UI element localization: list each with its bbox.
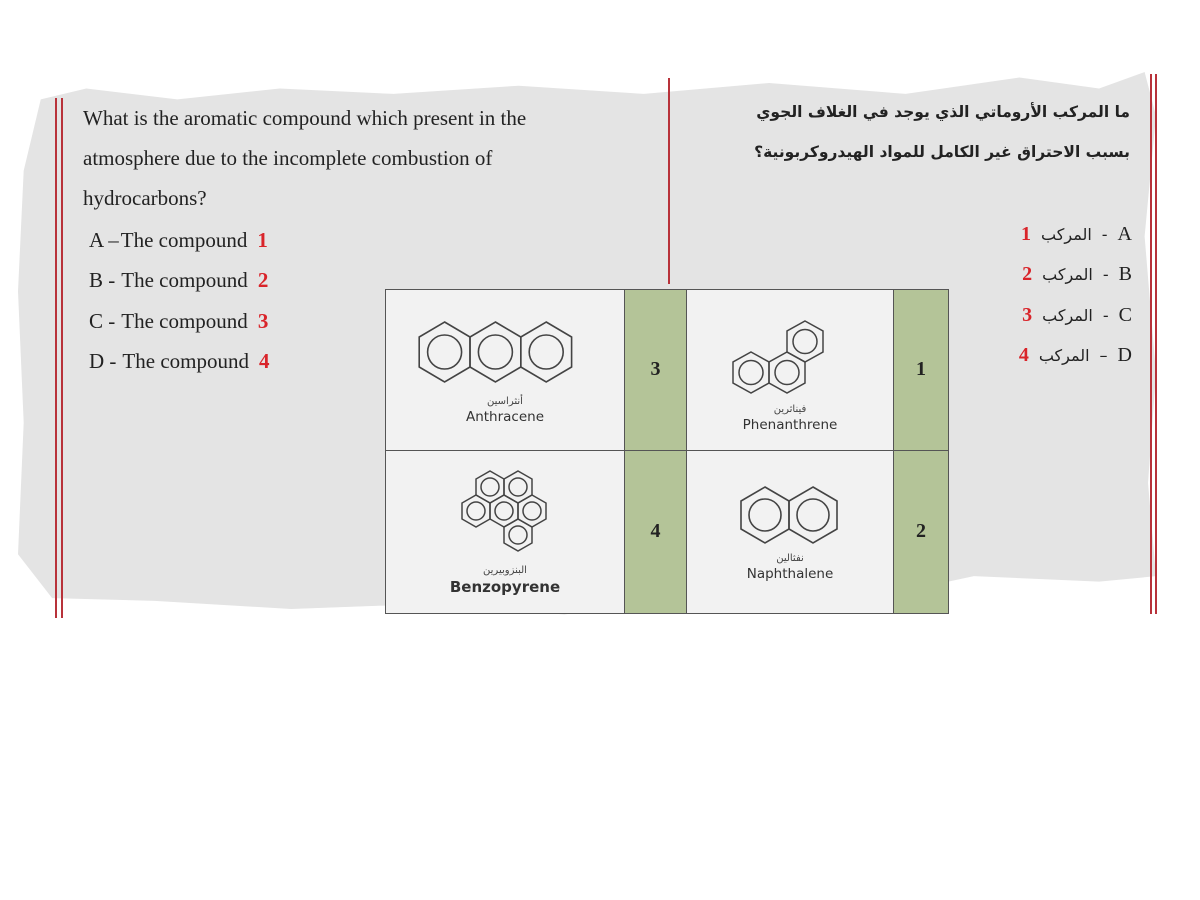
option-number: 4 bbox=[258, 349, 270, 374]
anthracene-structure-icon bbox=[410, 314, 600, 394]
arabic-question bbox=[710, 92, 1130, 172]
arabic-option-d[interactable] bbox=[1019, 336, 1132, 377]
option-dash: – bbox=[1099, 346, 1108, 366]
option-number: 3 bbox=[1022, 303, 1033, 326]
compound-cell-phenanthrene bbox=[687, 290, 894, 451]
english-option-c[interactable] bbox=[89, 301, 269, 342]
option-letter: A – bbox=[89, 227, 119, 252]
option-dash: - bbox=[1102, 305, 1109, 325]
compound-cell-benzopyrene bbox=[386, 450, 625, 613]
arabic-option-c[interactable] bbox=[1019, 295, 1132, 336]
option-text: The compound bbox=[121, 268, 248, 293]
compound-english-name: Naphthalene bbox=[746, 566, 834, 583]
naphthalene-structure-icon bbox=[730, 481, 850, 551]
english-question-line: hydrocarbons? bbox=[83, 186, 207, 210]
option-dash: - bbox=[1101, 224, 1108, 244]
option-letter: B - bbox=[89, 268, 116, 293]
option-number: 2 bbox=[257, 268, 269, 293]
compound-number-cell: 1 bbox=[894, 290, 949, 451]
arabic-option-b[interactable] bbox=[1019, 255, 1132, 296]
option-letter: D bbox=[1117, 344, 1132, 367]
option-text: المركب bbox=[1042, 265, 1093, 285]
benzopyrene-structure-icon bbox=[445, 468, 565, 563]
center-divider-rule bbox=[668, 78, 670, 284]
compound-english-name: Benzopyrene bbox=[449, 577, 561, 596]
english-question-line: What is the aromatic compound which present in the bbox=[83, 106, 527, 130]
compound-number-cell: 2 bbox=[894, 450, 949, 613]
option-text: The compound bbox=[122, 349, 249, 374]
option-number: 3 bbox=[257, 308, 269, 333]
option-number: 1 bbox=[1021, 222, 1032, 245]
english-question bbox=[83, 98, 643, 218]
compound-english-name: Anthracene bbox=[465, 409, 545, 426]
option-text: The compound bbox=[120, 227, 248, 252]
option-number: 1 bbox=[257, 227, 268, 252]
english-option-d[interactable] bbox=[89, 342, 269, 383]
arabic-option-a[interactable] bbox=[1019, 214, 1132, 255]
compound-arabic-name: البنزوبيرين bbox=[483, 564, 527, 576]
left-margin-rule-inner bbox=[61, 98, 63, 618]
compound-number-cell: 3 bbox=[625, 290, 687, 451]
right-margin-rule bbox=[1150, 74, 1152, 614]
english-question-line: atmosphere due to the incomplete combustion of bbox=[83, 146, 493, 170]
english-options bbox=[89, 220, 269, 382]
right-margin-rule-inner bbox=[1155, 74, 1157, 614]
table-row bbox=[386, 450, 949, 613]
compounds-table bbox=[385, 289, 949, 614]
english-option-b[interactable] bbox=[89, 261, 269, 302]
compound-cell-anthracene bbox=[386, 290, 625, 451]
option-text: المركب bbox=[1041, 224, 1092, 244]
compound-number-cell: 4 bbox=[625, 450, 687, 613]
compound-cell-naphthalene bbox=[687, 450, 894, 613]
option-dash: - bbox=[1102, 265, 1109, 285]
option-number: 4 bbox=[1018, 344, 1029, 367]
compound-arabic-name: أنثراسين bbox=[487, 396, 523, 408]
left-margin-rule bbox=[55, 98, 57, 618]
compound-arabic-name: نفثالين bbox=[776, 553, 804, 565]
arabic-options bbox=[1019, 214, 1132, 376]
option-letter: C bbox=[1118, 303, 1132, 326]
option-letter: C - bbox=[89, 308, 116, 333]
english-option-a[interactable] bbox=[89, 220, 269, 261]
option-text: The compound bbox=[121, 308, 248, 333]
compound-english-name: Phenanthrene bbox=[742, 416, 838, 433]
option-letter: D - bbox=[89, 349, 117, 374]
arabic-question-line: ما المركب الأروماتي الذي يوجد في الغلاف الجوي bbox=[756, 103, 1130, 121]
option-text: المركب bbox=[1038, 346, 1090, 366]
table-row bbox=[386, 290, 949, 451]
compound-arabic-name: فيناثرين bbox=[773, 403, 807, 415]
option-text: المركب bbox=[1042, 305, 1093, 325]
phenanthrene-structure-icon bbox=[725, 307, 855, 402]
option-letter: A bbox=[1117, 222, 1132, 245]
arabic-question-line: بسبب الاحتراق غير الكامل للمواد الهيدروكربونية؟ bbox=[754, 143, 1130, 161]
option-number: 2 bbox=[1022, 263, 1033, 286]
option-letter: B bbox=[1118, 263, 1132, 286]
